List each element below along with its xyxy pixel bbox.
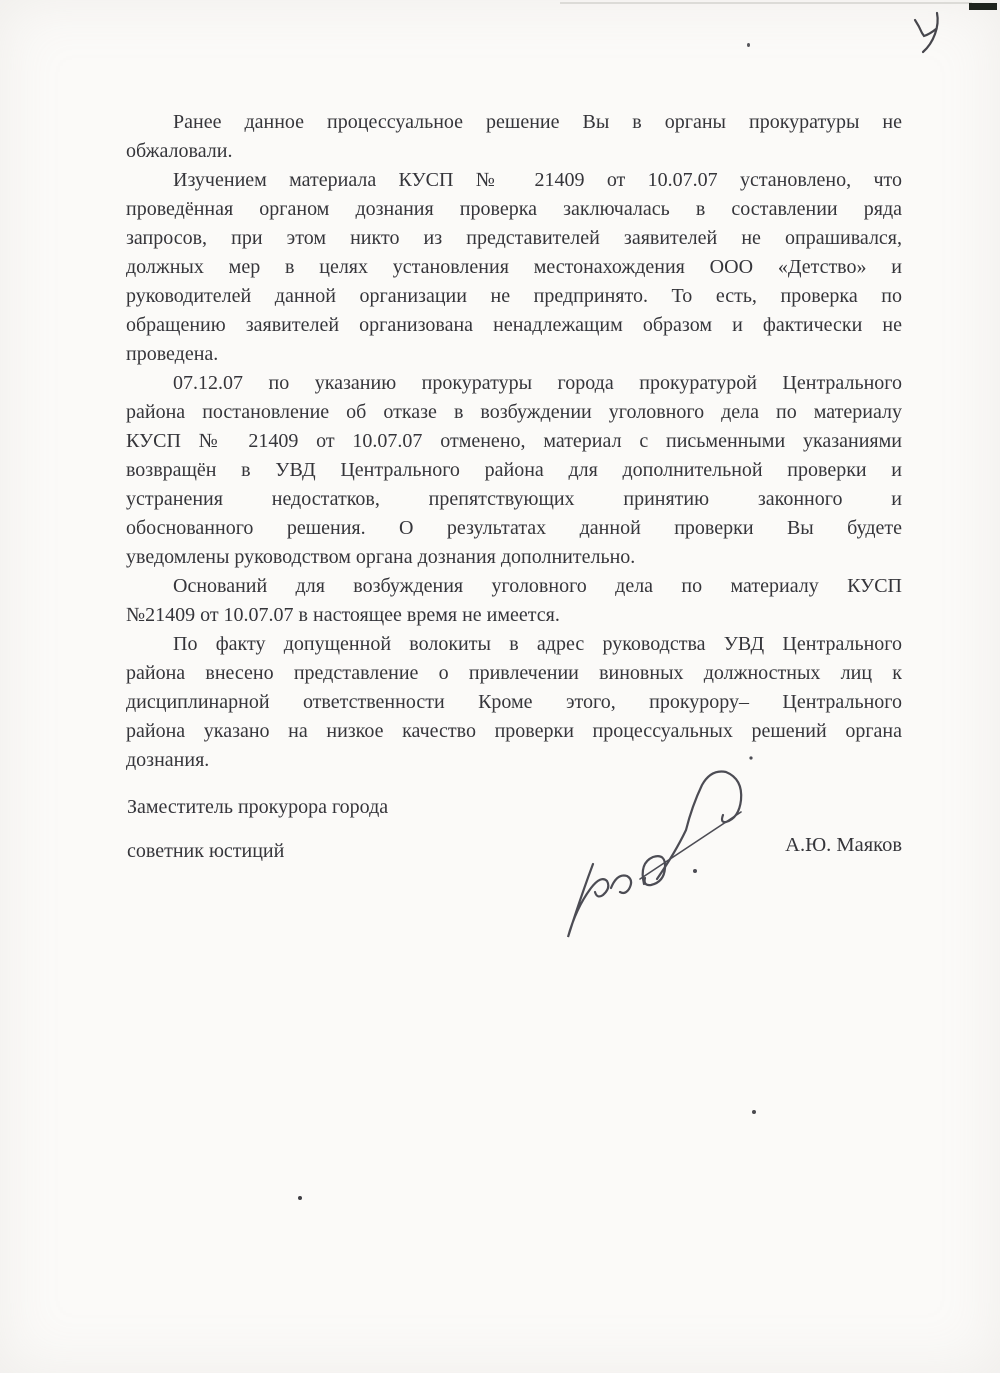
handwritten-page-number [903, 8, 955, 61]
signer-position-title: Заместитель прокурора города [127, 796, 389, 818]
scan-corner-mark [969, 3, 997, 10]
text-line: КУСП № 21409 от 10.07.07 отменено, материал с письменными указаниями [126, 430, 902, 452]
text-line: устранения недостатков, препятствующих принятию законного и [126, 488, 902, 510]
text-line: обжаловали. [126, 140, 233, 162]
paragraph [126, 369, 902, 572]
text-line: По факту допущенной волокиты в адрес руководства УВД Центрального [173, 633, 902, 655]
text-line: возвращён в УВД Центрального района для дополнительной проверки и [126, 459, 902, 481]
text-line: дисциплинарной ответственности Кроме этого, прокурору– Центрального [126, 691, 902, 713]
paragraph [126, 166, 902, 369]
signature-stroke-icon [545, 748, 775, 953]
text-line: Оснований для возбуждения уголовного дела по материалу КУСП [173, 575, 902, 597]
text-line: обращению заявителей организована ненадлежащим образом и фактически не [126, 314, 902, 336]
text-line: проведена. [126, 343, 219, 365]
text-line: Изучением материала КУСП № 21409 от 10.07.07 установлено, что [173, 169, 902, 191]
document-body [126, 108, 902, 775]
text-line: проведённая органом дознания проверка заключалась в составлении ряда [126, 198, 902, 220]
text-line: дознания. [126, 749, 210, 771]
handwritten-digits-icon [903, 8, 955, 56]
text-line: должных мер в целях установления местонахождения ООО «Детство» и [126, 256, 902, 278]
scan-speck [298, 1196, 302, 1200]
text-line: района постановление об отказе в возбуждении уголовного дела по материалу [126, 401, 902, 423]
text-line: уведомлены руководством органа дознания дополнительно. [126, 546, 636, 568]
scan-speck [752, 1110, 756, 1114]
text-line: района указано на низкое качество проверки процессуальных решений органа [126, 720, 902, 742]
text-line: запросов, при этом никто из представителей заявителей не опрашивался, [126, 227, 902, 249]
handwritten-signature [545, 748, 775, 958]
scan-speck [747, 43, 750, 47]
scan-edge-artifact [560, 2, 972, 4]
signer-name: А.Ю. Маяков [785, 834, 902, 856]
text-line: района внесено представление о привлечении виновных должностных лиц к [126, 662, 902, 684]
text-line: 07.12.07 по указанию прокуратуры города прокуратурой Центрального [173, 372, 902, 394]
text-line: Ранее данное процессуальное решение Вы в органы прокуратуры не [173, 111, 902, 133]
text-line: руководителей данной организации не предпринято. То есть, проверка по [126, 285, 902, 307]
signer-rank: советник юстиций [127, 840, 285, 862]
text-line: №21409 от 10.07.07 в настоящее время не имеется. [126, 604, 560, 626]
paragraph [126, 572, 902, 630]
paragraph [126, 108, 902, 166]
paragraph [126, 630, 902, 775]
text-line: обоснованного решения. О результатах данной проверки Вы будете [126, 517, 902, 539]
